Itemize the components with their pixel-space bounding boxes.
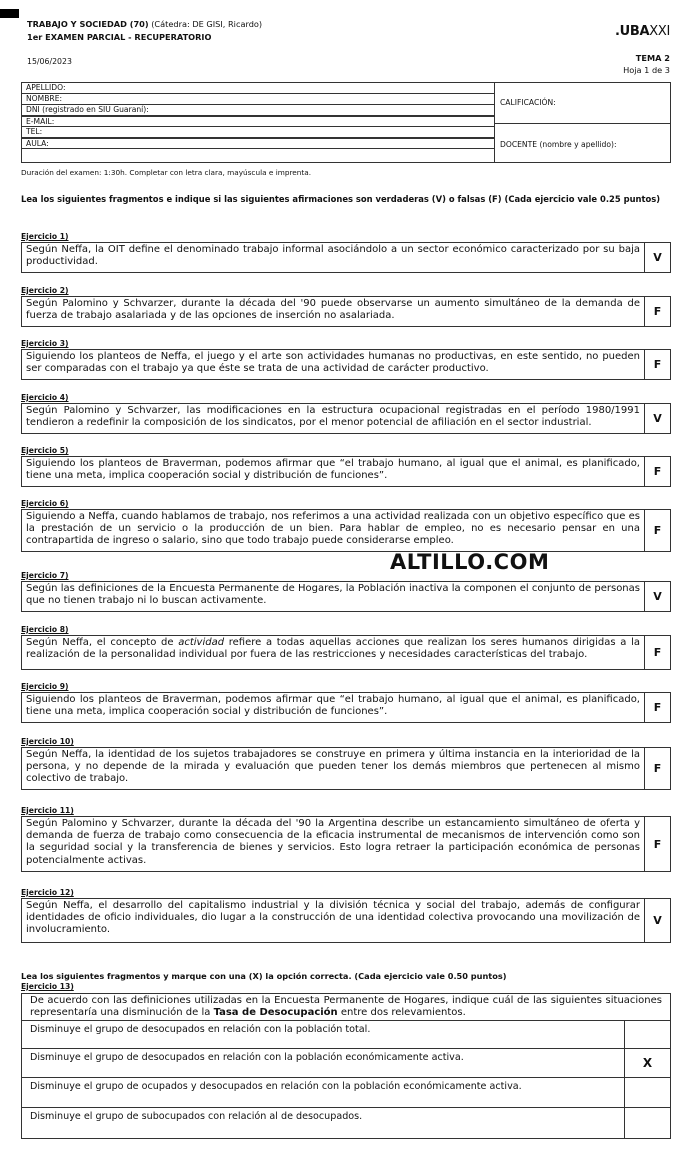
id-right-divider [494,123,670,124]
course-title: TRABAJO Y SOCIEDAD (70) [27,19,149,29]
mc-question [22,994,670,1021]
exercise-statement [22,636,644,669]
logo-bold: .UBA [614,24,650,39]
exercise-13 [21,993,671,1139]
exercise-10 [21,737,671,790]
exercise-label: Ejercicio 2) [21,286,69,295]
exercise-9 [21,682,671,723]
answer-box[interactable]: V [644,899,670,942]
exercise-label: Ejercicio 10) [21,737,74,746]
exercise-statement: Según Neffa, la OIT define el denominado trabajo informal asociándolo a un sector económico caracterizado por su baja productividad. [26,244,640,268]
exercise-13-label-wrap [21,982,671,992]
field-aula[interactable]: AULA: [22,138,494,149]
exercise-8 [21,625,671,670]
exercise-2 [21,286,671,327]
answer-box[interactable]: V [644,582,670,611]
exercise-11 [21,806,671,872]
tema-block [623,52,670,76]
field-tel[interactable]: TEL: [22,127,494,138]
answer-box[interactable]: F [644,748,670,789]
mc-option[interactable] [22,1108,670,1138]
exercise-statement: Siguiendo los planteos de Braverman, podemos afirmar que “el trabajo humano, al igual que el animal, es planificado, tiene una meta, implica cooperación social y distribución de funciones”. [26,694,640,718]
exam-title: 1er EXAMEN PARCIAL - RECUPERATORIO [27,32,212,42]
answer-box[interactable]: F [644,817,670,871]
uba-xxi-logo [615,24,670,39]
answer-box[interactable]: F [644,636,670,669]
exam-date: 15/06/2023 [27,57,72,66]
exercise-label: Ejercicio 1) [21,232,69,241]
exercise-label: Ejercicio 5) [21,446,69,455]
catedra: (Cátedra: DE GISI, Ricardo) [151,19,263,29]
field-calificacion[interactable]: CALIFICACIÓN: [500,98,556,107]
option-text: Disminuye el grupo de ocupados y desocupados en relación con la población económicamente activa. [30,1081,522,1093]
mc-option[interactable] [22,1021,670,1049]
exercise-statement: Según las definiciones de la Encuesta Permanente de Hogares, la Población inactiva la componen el conjunto de personas que no tienen trabajo ni lo buscan activamente. [26,583,640,607]
option-mark-box[interactable]: X [624,1049,670,1077]
student-id-table [21,82,671,163]
field-email[interactable]: E-MAIL: [22,116,494,127]
question-bold: Tasa de Desocupación [213,1007,338,1019]
field-dni[interactable]: DNI (registrado en SIU Guaraní): [22,105,494,116]
answer-box[interactable]: F [644,693,670,722]
answer-box[interactable]: F [644,457,670,486]
option-text: Disminuye el grupo de desocupados en relación con la población económicamente activa. [30,1052,464,1064]
field-blank [22,149,494,160]
option-mark-box[interactable] [624,1078,670,1107]
exercise-label: Ejercicio 8) [21,625,69,634]
exercise-statement: Según Neffa, la identidad de los sujetos trabajadores se construye en primera y última instancia en la interioridad de la persona, y no depende de la mirada y evaluación que pueden tener los demás miembros que pertenecen al mismo colectivo de trabajo. [26,749,640,785]
statement-italic: actividad [178,637,225,648]
duration-note: Duración del examen: 1:30h. Completar con letra clara, mayúscula e imprenta. [21,168,312,177]
mc-option[interactable] [22,1049,670,1078]
exercise-statement: Según Palomino y Schvarzer, durante la década del '90 puede observarse un aumento simultáneo de la demanda de fuerza de trabajo asalariada y de las opciones de inserción no asalariada. [26,298,640,322]
answer-box[interactable]: F [644,297,670,326]
exercise-12 [21,888,671,943]
exercise-label: Ejercicio 4) [21,393,69,402]
exercise-label: Ejercicio 9) [21,682,69,691]
exercise-label: Ejercicio 3) [21,339,69,348]
field-docente[interactable]: DOCENTE (nombre y apellido): [500,140,617,149]
exercise-6 [21,499,671,552]
answer-box[interactable]: V [644,243,670,272]
exercise-label: Ejercicio 11) [21,806,74,815]
option-mark-box[interactable] [624,1021,670,1048]
page-count: Hoja 1 de 3 [623,65,670,75]
exercise-statement: Siguiendo los planteos de Braverman, podemos afirmar que “el trabajo humano, al igual que el animal, es planificado, tiene una meta, implica cooperación social y distribución de funciones”. [26,458,640,482]
watermark: ALTILLO.COM [390,550,550,574]
question-part: entre dos relevamientos. [337,1007,466,1019]
answer-box[interactable]: F [644,510,670,551]
exercise-statement: Según Palomino y Schvarzer, durante la década del '90 la Argentina describe un estancamiento simultáneo de oferta y demanda de fuerza de trabajo como consecuencia de la eficacia instrumental de mecanismos de intervención como son la seguridad social y la transferencia de bienes y servicios. Esto logra retraer la participación económica de personas potencialmente activas. [26,818,640,866]
exercise-statement: Siguiendo los planteos de Neffa, el juego y el arte son actividades humanas no productivas, en este sentido, no pueden ser comparadas con el trabajo ya que éste se trata de una actividad de carácter productivo. [26,351,640,375]
exercise-label: Ejercicio 13) [21,982,74,991]
option-text: Disminuye el grupo de subocupados con relación al de desocupados. [30,1111,363,1123]
exercise-statement: Siguiendo a Neffa, cuando hablamos de trabajo, nos referimos a una actividad realizada con un objetivo específico que es la prestación de un servicio o la producción de un bien. Para hablar de empleo, no es necesario pensar en una contrapartida de ingreso o salario, sino que todo trabajo puede considerarse empleo. [26,511,640,547]
exercise-label: Ejercicio 12) [21,888,74,897]
exercise-label: Ejercicio 6) [21,499,69,508]
option-mark-box[interactable] [624,1108,670,1138]
exercise-label: Ejercicio 7) [21,571,69,580]
answer-box[interactable]: F [644,350,670,379]
exercise-5 [21,446,671,487]
exam-header [27,18,262,44]
tema-label: TEMA 2 [635,53,670,63]
statement-part: refiere a todas aquellas acciones que realizan los seres humanos dirigidas a la realización de la personalidad individual por fuera de las restricciones y necesidades características del trabajo. [26,637,641,661]
field-apellido[interactable]: APELLIDO: [22,83,494,94]
exercise-7 [21,571,671,612]
exercise-statement: Según Neffa, el desarrollo del capitalismo industrial y la división técnica y social del trabajo, además de configurar identidades de oficio individuales, dio lugar a la construcción de una identidad colectiva provocando una movilización de involucramiento. [26,900,640,936]
answer-box[interactable]: V [644,404,670,433]
exercise-4 [21,393,671,434]
mc-option[interactable] [22,1078,670,1108]
instructions-true-false: Lea los siguientes fragmentos e indique si las siguientes afirmaciones son verdaderas (V) o falsas (F) (Cada ejercicio vale 0.25 puntos) [21,194,661,204]
option-text: Disminuye el grupo de desocupados en relación con la población total. [30,1024,371,1036]
exercise-3 [21,339,671,380]
field-nombre[interactable]: NOMBRE: [22,94,494,105]
statement-part: Según Neffa, el concepto de [26,637,179,648]
instructions-multiple-choice: Lea los siguientes fragmentos y marque con una (X) la opción correcta. (Cada ejercicio vale 0.50 puntos) [21,971,507,981]
corner-mark [0,9,19,18]
exercise-1 [21,232,671,273]
exercise-statement: Según Palomino y Schvarzer, las modificaciones en la estructura ocupacional registradas en el período 1980/1991 tendieron a redefinir la composición de los sindicatos, por el menor potencial de afiliación en el sector industrial. [26,405,640,429]
question-part: De acuerdo con las definiciones utilizadas en la Encuesta Permanente de Hogares, indique cuál de las siguientes situaciones representaría una disminución de la [30,995,662,1019]
logo-light: XXI [649,24,670,39]
